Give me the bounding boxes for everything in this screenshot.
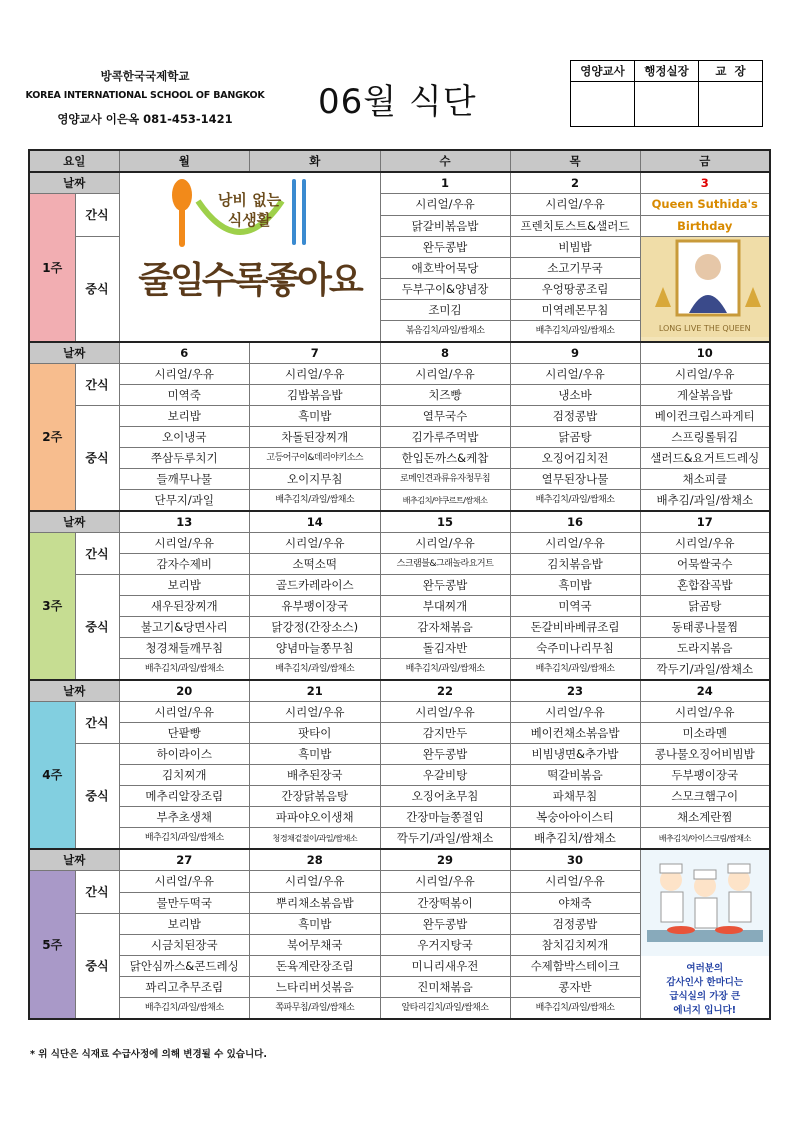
date-fri: 17 xyxy=(640,511,770,533)
kitchen-message-4: 에너지 입니다! xyxy=(673,1005,737,1016)
lunch-fri: 채소계란찜 xyxy=(640,807,770,828)
week-label: 5주 xyxy=(29,871,75,1020)
lunch-tue: 흑미밥 xyxy=(250,744,381,765)
lunch-thu: 열무된장나물 xyxy=(510,469,640,490)
lunch-mon: 꽈리고추무조림 xyxy=(119,977,250,998)
lunch-label: 중식 xyxy=(75,575,119,681)
date-row xyxy=(29,342,770,364)
lunch-thu: 배추김치/과일/쌈채소 xyxy=(510,998,640,1020)
snack-mon: 감자수제비 xyxy=(119,554,250,575)
snack-mon: 미역죽 xyxy=(119,385,250,406)
lunch-mon: 보리밥 xyxy=(119,913,250,935)
snack-wed: 스크램블&그래놀라요거트 xyxy=(380,554,510,575)
lunch-wed: 우갈비탕 xyxy=(380,765,510,786)
lunch-row xyxy=(29,469,770,490)
lunch-thu: 비빔밥 xyxy=(510,236,640,258)
date-mon: 27 xyxy=(119,849,250,871)
sign-label-dietitian: 영양교사 xyxy=(571,61,635,82)
lunch-row xyxy=(29,617,770,638)
snack-tue: 시리얼/우유 xyxy=(250,702,381,723)
lunch-tue: 쪽파무침/과일/쌈채소 xyxy=(250,998,381,1020)
lunch-label: 중식 xyxy=(75,406,119,512)
snack-tue: 시리얼/우유 xyxy=(250,871,381,893)
lunch-fri: 콩나물오징어비빔밥 xyxy=(640,744,770,765)
lunch-fri: 동태콩나물찜 xyxy=(640,617,770,638)
page-title: 06월 식단 xyxy=(318,82,477,122)
day-header-wed: 수 xyxy=(380,150,510,172)
lunch-row xyxy=(29,406,770,427)
lunch-tue: 청경채겉절이/과일/쌈채소 xyxy=(250,828,381,850)
snack-label: 간식 xyxy=(75,194,119,237)
kitchen-message-2: 감사인사 한마디는 xyxy=(666,977,744,988)
lunch-wed: 배추김치/야쿠르트/쌈채소 xyxy=(380,490,510,512)
lunch-tue: 북어무채국 xyxy=(250,935,381,956)
lunch-mon: 하이라이스 xyxy=(119,744,250,765)
lunch-tue: 간장닭볶음탕 xyxy=(250,786,381,807)
lunch-fri: 배추김치/아이스크림/쌈채소 xyxy=(640,828,770,850)
date-label: 날짜 xyxy=(29,172,119,194)
snack-fri: 시리얼/우유 xyxy=(640,364,770,385)
lunch-wed: 애호박어묵당 xyxy=(380,258,510,279)
lunch-row xyxy=(29,575,770,596)
snack-wed: 간장떡볶이 xyxy=(380,892,510,913)
dietitian-contact: 영양교사 이은옥 081-453-1421 xyxy=(57,112,233,126)
lunch-tue: 배추된장국 xyxy=(250,765,381,786)
snack-mon: 단팥빵 xyxy=(119,723,250,744)
snack-wed: 시리얼/우유 xyxy=(380,702,510,723)
lunch-thu: 복숭아아이스티 xyxy=(510,807,640,828)
lunch-wed: 열무국수 xyxy=(380,406,510,427)
snack-label: 간식 xyxy=(75,533,119,575)
lunch-wed: 미니리새우전 xyxy=(380,956,510,977)
lunch-tue: 고등어구이&데리야키소스 xyxy=(250,448,381,469)
date-tue: 28 xyxy=(250,849,381,871)
queen-birthday-subtitle: Birthday xyxy=(640,215,770,236)
sign-box-dietitian xyxy=(571,82,635,127)
lunch-tue: 느타리버섯볶음 xyxy=(250,977,381,998)
lunch-wed: 김가루주먹밥 xyxy=(380,427,510,448)
lunch-fri: 두부팽이장국 xyxy=(640,765,770,786)
lunch-fri: 혼합잡곡밥 xyxy=(640,575,770,596)
lunch-wed: 로메인견과류유자청무침 xyxy=(380,469,510,490)
lunch-fri: 닭곰탕 xyxy=(640,596,770,617)
lunch-fri: 깍두기/과일/쌈채소 xyxy=(640,659,770,681)
snack-row xyxy=(29,702,770,723)
lunch-mon: 배추김치/과일/쌈채소 xyxy=(119,998,250,1020)
snack-thu: 프렌치토스트&샐러드 xyxy=(510,215,640,236)
date-fri: 3 xyxy=(640,172,770,194)
lunch-wed: 오징어초무침 xyxy=(380,786,510,807)
lunch-wed: 두부구이&양념장 xyxy=(380,279,510,300)
lunch-thu: 콩자반 xyxy=(510,977,640,998)
lunch-tue: 닭강정(간장소스) xyxy=(250,617,381,638)
date-thu: 2 xyxy=(510,172,640,194)
lunch-thu: 참치김치찌개 xyxy=(510,935,640,956)
lunch-row xyxy=(29,427,770,448)
lunch-fri: 스프링롤튀김 xyxy=(640,427,770,448)
snack-wed: 시리얼/우유 xyxy=(380,871,510,893)
date-wed: 1 xyxy=(380,172,510,194)
lunch-tue: 흑미밥 xyxy=(250,406,381,427)
lunch-mon: 배추김치/과일/쌈채소 xyxy=(119,659,250,681)
lunch-tue: 골드카레라이스 xyxy=(250,575,381,596)
lunch-mon: 부추초생채 xyxy=(119,807,250,828)
snack-wed: 감지만두 xyxy=(380,723,510,744)
header-row xyxy=(29,150,770,172)
campaign-slogan: 줄일수록좋아요 xyxy=(138,260,361,301)
lunch-mon: 메추리알장조림 xyxy=(119,786,250,807)
snack-mon: 시리얼/우유 xyxy=(119,364,250,385)
date-row xyxy=(29,511,770,533)
kitchen-message-3: 급식실의 가장 큰 xyxy=(669,991,741,1002)
lunch-row xyxy=(29,448,770,469)
date-mon: 20 xyxy=(119,680,250,702)
meal-menu-table xyxy=(28,149,771,1020)
lunch-thu: 미역국 xyxy=(510,596,640,617)
lunch-mon: 보리밥 xyxy=(119,406,250,427)
lunch-mon: 새우된장찌개 xyxy=(119,596,250,617)
lunch-tue: 배추김치/과일/쌈채소 xyxy=(250,490,381,512)
lunch-thu: 닭곰탕 xyxy=(510,427,640,448)
date-label: 날짜 xyxy=(29,511,119,533)
day-column-header: 요일 xyxy=(29,150,119,172)
campaign-line-2: 식생활 xyxy=(227,211,272,229)
campaign-line-1: 낭비 없는 xyxy=(217,191,282,209)
lunch-row xyxy=(29,638,770,659)
snack-row xyxy=(29,723,770,744)
snack-row xyxy=(29,533,770,554)
snack-mon: 물만두떡국 xyxy=(119,892,250,913)
day-header-mon: 월 xyxy=(119,150,250,172)
lunch-wed: 한입돈까스&케찹 xyxy=(380,448,510,469)
lunch-mon: 닭안심까스&콘드레싱 xyxy=(119,956,250,977)
date-tue: 14 xyxy=(250,511,381,533)
lunch-wed: 진미채볶음 xyxy=(380,977,510,998)
lunch-wed: 완두콩밥 xyxy=(380,744,510,765)
school-name-en: KOREA INTERNATIONAL SCHOOL OF BANGKOK xyxy=(25,90,265,101)
lunch-mon: 오이냉국 xyxy=(119,427,250,448)
snack-tue: 소떡소떡 xyxy=(250,554,381,575)
lunch-mon: 청경채들깨무침 xyxy=(119,638,250,659)
snack-thu: 베이컨채소볶음밥 xyxy=(510,723,640,744)
snack-label: 간식 xyxy=(75,871,119,914)
date-fri: 10 xyxy=(640,342,770,364)
kitchen-illustration xyxy=(640,849,770,1019)
kitchen-message-1: 여러분의 xyxy=(686,963,724,974)
lunch-row xyxy=(29,807,770,828)
lunch-mon: 시금치된장국 xyxy=(119,935,250,956)
lunch-label: 중식 xyxy=(75,236,119,342)
snack-tue: 팟타이 xyxy=(250,723,381,744)
snack-thu: 시리얼/우유 xyxy=(510,702,640,723)
date-thu: 9 xyxy=(510,342,640,364)
date-tue: 21 xyxy=(250,680,381,702)
lunch-tue: 배추김치/과일/쌈채소 xyxy=(250,659,381,681)
snack-thu: 김치볶음밥 xyxy=(510,554,640,575)
lunch-thu: 검정콩밥 xyxy=(510,913,640,935)
date-wed: 29 xyxy=(380,849,510,871)
lunch-fri: 베이컨크림스파게티 xyxy=(640,406,770,427)
lunch-wed: 부대찌개 xyxy=(380,596,510,617)
lunch-wed: 감자채볶음 xyxy=(380,617,510,638)
lunch-row xyxy=(29,659,770,681)
lunch-thu: 수제함박스테이크 xyxy=(510,956,640,977)
date-fri: 24 xyxy=(640,680,770,702)
queen-portrait-image xyxy=(641,237,769,321)
lunch-tue: 차돌된장찌개 xyxy=(250,427,381,448)
lunch-wed: 알타리김치/과일/쌈채소 xyxy=(380,998,510,1020)
lunch-mon: 들깨무나물 xyxy=(119,469,250,490)
snack-fri: 미소라멘 xyxy=(640,723,770,744)
lunch-thu: 배추김치/과일/쌈채소 xyxy=(510,490,640,512)
lunch-tue: 양념마늘쫑무침 xyxy=(250,638,381,659)
lunch-thu: 흑미밥 xyxy=(510,575,640,596)
lunch-label: 중식 xyxy=(75,913,119,1019)
lunch-wed: 완두콩밥 xyxy=(380,236,510,258)
lunch-mon: 단무지/과일 xyxy=(119,490,250,512)
lunch-thu: 배추김치/과일/쌈채소 xyxy=(510,321,640,343)
lunch-fri: 도라지볶음 xyxy=(640,638,770,659)
snack-wed: 시리얼/우유 xyxy=(380,364,510,385)
date-thu: 16 xyxy=(510,511,640,533)
snack-fri: 시리얼/우유 xyxy=(640,702,770,723)
lunch-row xyxy=(29,490,770,512)
lunch-row xyxy=(29,744,770,765)
lunch-mon: 배추김치/과일/쌈채소 xyxy=(119,828,250,850)
approval-box xyxy=(570,60,763,127)
lunch-thu: 비빔냉면&추가밥 xyxy=(510,744,640,765)
snack-label: 간식 xyxy=(75,702,119,744)
snack-thu: 야채죽 xyxy=(510,892,640,913)
snack-thu: 냉소바 xyxy=(510,385,640,406)
date-thu: 30 xyxy=(510,849,640,871)
lunch-wed: 깍두기/과일/쌈채소 xyxy=(380,828,510,850)
lunch-mon: 불고기&당면사리 xyxy=(119,617,250,638)
lunch-tue: 돈육계란장조림 xyxy=(250,956,381,977)
lunch-wed: 간장마늘쫑절임 xyxy=(380,807,510,828)
week-label: 2주 xyxy=(29,364,75,512)
queen-birthday-title: Queen Suthida's xyxy=(640,194,770,216)
lunch-wed: 돌김자반 xyxy=(380,638,510,659)
snack-thu: 시리얼/우유 xyxy=(510,194,640,216)
snack-row xyxy=(29,385,770,406)
date-row xyxy=(29,849,770,871)
lunch-row xyxy=(29,596,770,617)
snack-fri: 어묵쌀국수 xyxy=(640,554,770,575)
snack-thu: 시리얼/우유 xyxy=(510,871,640,893)
lunch-wed: 조미김 xyxy=(380,300,510,321)
date-mon: 13 xyxy=(119,511,250,533)
lunch-mon: 보리밥 xyxy=(119,575,250,596)
snack-tue: 뿌리채소볶음밥 xyxy=(250,892,381,913)
snack-fri: 시리얼/우유 xyxy=(640,533,770,554)
lunch-row xyxy=(29,786,770,807)
lunch-mon: 김치찌개 xyxy=(119,765,250,786)
sign-label-principal: 교 장 xyxy=(699,61,763,82)
snack-wed: 치즈빵 xyxy=(380,385,510,406)
snack-fri: 게살볶음밥 xyxy=(640,385,770,406)
lunch-thu: 오징어김치전 xyxy=(510,448,640,469)
queen-portrait xyxy=(640,236,770,342)
lunch-thu: 파채무침 xyxy=(510,786,640,807)
snack-wed: 닭갈비볶음밥 xyxy=(380,215,510,236)
lunch-wed: 배추김치/과일/쌈채소 xyxy=(380,659,510,681)
lunch-thu: 배추김치/쌈채소 xyxy=(510,828,640,850)
date-tue: 7 xyxy=(250,342,381,364)
lunch-fri: 배추김/과일/쌈채소 xyxy=(640,490,770,512)
day-header-tue: 화 xyxy=(250,150,381,172)
lunch-wed: 우거지탕국 xyxy=(380,935,510,956)
snack-mon: 시리얼/우유 xyxy=(119,533,250,554)
week-label: 3주 xyxy=(29,533,75,681)
lunch-thu: 배추김치/과일/쌈채소 xyxy=(510,659,640,681)
lunch-label: 중식 xyxy=(75,744,119,850)
school-name-kr: 방콕한국국제학교 xyxy=(100,69,190,83)
week-label: 4주 xyxy=(29,702,75,850)
week-label: 1주 xyxy=(29,194,75,343)
snack-row xyxy=(29,364,770,385)
lunch-tue: 유부팽이장국 xyxy=(250,596,381,617)
lunch-tue: 흑미밥 xyxy=(250,913,381,935)
cooks-illustration xyxy=(641,850,769,956)
lunch-fri: 스모크햄구이 xyxy=(640,786,770,807)
lunch-fri: 샐러드&요거트드레싱 xyxy=(640,448,770,469)
date-mon: 6 xyxy=(119,342,250,364)
lunch-wed: 완두콩밥 xyxy=(380,913,510,935)
lunch-row xyxy=(29,828,770,850)
snack-thu: 시리얼/우유 xyxy=(510,533,640,554)
queen-banner: LONG LIVE THE QUEEN xyxy=(641,321,770,337)
snack-tue: 김밥볶음밥 xyxy=(250,385,381,406)
sign-box-admin xyxy=(635,82,699,127)
date-wed: 15 xyxy=(380,511,510,533)
snack-mon: 시리얼/우유 xyxy=(119,702,250,723)
snack-tue: 시리얼/우유 xyxy=(250,533,381,554)
lunch-thu: 검정콩밥 xyxy=(510,406,640,427)
date-row xyxy=(29,172,770,194)
snack-mon: 시리얼/우유 xyxy=(119,871,250,893)
date-wed: 22 xyxy=(380,680,510,702)
day-header-fri: 금 xyxy=(640,150,770,172)
lunch-thu: 숙주미나리무침 xyxy=(510,638,640,659)
sign-box-principal xyxy=(699,82,763,127)
lunch-tue: 파파야오이생채 xyxy=(250,807,381,828)
snack-row xyxy=(29,554,770,575)
date-row xyxy=(29,680,770,702)
lunch-fri: 채소피클 xyxy=(640,469,770,490)
date-label: 날짜 xyxy=(29,342,119,364)
snack-label: 간식 xyxy=(75,364,119,406)
date-label: 날짜 xyxy=(29,680,119,702)
lunch-row xyxy=(29,765,770,786)
lunch-thu: 떡갈비볶음 xyxy=(510,765,640,786)
snack-tue: 시리얼/우유 xyxy=(250,364,381,385)
day-header-thu: 목 xyxy=(510,150,640,172)
lunch-tue: 오이지무침 xyxy=(250,469,381,490)
snack-thu: 시리얼/우유 xyxy=(510,364,640,385)
snack-wed: 시리얼/우유 xyxy=(380,194,510,216)
sign-label-admin: 행정실장 xyxy=(635,61,699,82)
lunch-wed: 완두콩밥 xyxy=(380,575,510,596)
campaign-poster xyxy=(119,172,380,342)
lunch-thu: 우엉땅콩조림 xyxy=(510,279,640,300)
lunch-mon: 쭈삼두루치기 xyxy=(119,448,250,469)
date-thu: 23 xyxy=(510,680,640,702)
snack-wed: 시리얼/우유 xyxy=(380,533,510,554)
lunch-thu: 돈갈비바베큐조림 xyxy=(510,617,640,638)
date-wed: 8 xyxy=(380,342,510,364)
date-label: 날짜 xyxy=(29,849,119,871)
lunch-wed: 볶음김치/과일/쌈채소 xyxy=(380,321,510,343)
footnote: * 위 식단은 식재료 수급사정에 의해 변경될 수 있습니다. xyxy=(30,1049,267,1060)
lunch-thu: 소고기무국 xyxy=(510,258,640,279)
lunch-thu: 미역레몬무침 xyxy=(510,300,640,321)
